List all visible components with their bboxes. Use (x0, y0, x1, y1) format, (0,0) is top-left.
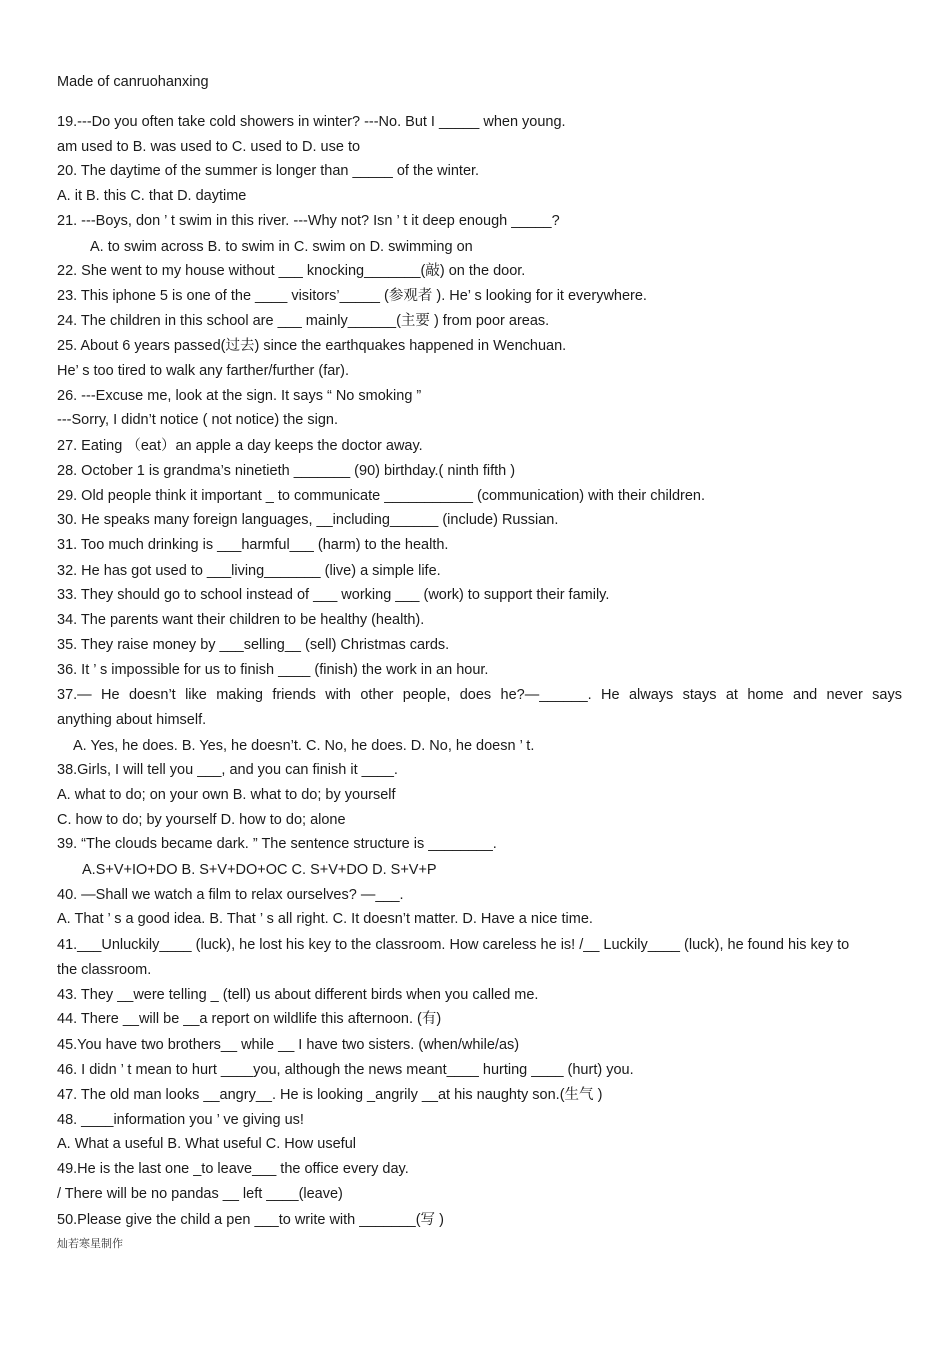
question-40-options: A. That ’ s a good idea. B. That ’ s all right. C. It doesn’t matter. D. Have a nice time. (57, 911, 593, 927)
question-22: 22. She went to my house without ___ knocking_______(敲) on the door. (57, 263, 526, 279)
question-45: 45.You have two brothers__ while __ I have two sisters. (when/while/as) (57, 1037, 520, 1053)
question-48-options: A. What a useful B. What useful C. How useful (57, 1136, 356, 1152)
question-37-continued: anything about himself. (57, 712, 207, 728)
question-50: 50.Please give the child a pen ___to write with _______(写 ) (57, 1212, 444, 1228)
question-19: 19.---Do you often take cold showers in winter? ---No. But I _____ when young. (57, 114, 566, 130)
question-34: 34. The parents want their children to be healthy (health). (57, 612, 425, 628)
question-39-options: A.S+V+IO+DO B. S+V+DO+OC C. S+V+DO D. S+V+P (82, 862, 437, 878)
question-38: 38.Girls, I will tell you ___, and you can finish it ____. (57, 762, 398, 778)
question-26: 26. ---Excuse me, look at the sign. It says “ No smoking ” (57, 388, 422, 404)
question-21-options: A. to swim across B. to swim in C. swim on D. swimming on (90, 239, 473, 255)
question-30: 30. He speaks many foreign languages, __including______ (include) Russian. (57, 512, 559, 528)
question-47: 47. The old man looks __angry__. He is looking _angrily __at his naughty son.(生气 ) (57, 1087, 603, 1103)
question-38-options-ab: A. what to do; on your own B. what to do; by yourself (57, 787, 396, 803)
question-23: 23. This iphone 5 is one of the ____ visitors’_____ (参观者 ). He’ s looking for it everywhere. (57, 288, 647, 304)
question-39: 39. “The clouds became dark. ” The sentence structure is ________. (57, 836, 497, 852)
question-20-options: A. it B. this C. that D. daytime (57, 188, 247, 204)
question-37: 37.— He doesn’t like making friends with other people, does he?—______. He always stays at home and never says (57, 687, 902, 703)
question-33: 33. They should go to school instead of ___ working ___ (work) to support their family. (57, 587, 610, 603)
question-37-options: A. Yes, he does. B. Yes, he doesn’t. C. No, he does. D. No, he doesn ’ t. (73, 738, 535, 754)
question-36: 36. It ’ s impossible for us to finish ____ (finish) the work in an hour. (57, 662, 489, 678)
question-41: 41.___Unluckily____ (luck), he lost his key to the classroom. How careless he is! /__ Luckily____ (luck), he found his key to (57, 937, 850, 953)
question-46: 46. I didn ’ t mean to hurt ____you, although the news meant____ hurting ____ (hurt) you. (57, 1062, 634, 1078)
question-40: 40. —Shall we watch a film to relax ourselves? —___. (57, 887, 404, 903)
question-21: 21. ---Boys, don ’ t swim in this river. ---Why not? Isn ’ t it deep enough _____? (57, 213, 560, 229)
question-28: 28. October 1 is grandma’s ninetieth _______ (90) birthday.( ninth fifth ) (57, 463, 516, 479)
question-32: 32. He has got used to ___living_______ (live) a simple life. (57, 563, 441, 579)
question-26-reply: ---Sorry, I didn’t notice ( not notice) the sign. (57, 412, 338, 428)
question-49: 49.He is the last one _to leave___ the office every day. (57, 1161, 409, 1177)
question-41-continued: the classroom. (57, 962, 152, 978)
question-31: 31. Too much drinking is ___harmful___ (harm) to the health. (57, 537, 449, 553)
question-35: 35. They raise money by ___selling__ (sell) Christmas cards. (57, 637, 450, 653)
question-43: 43. They __were telling _ (tell) us about different birds when you called me. (57, 987, 539, 1003)
question-27: 27. Eating （eat）an apple a day keeps the doctor away. (57, 438, 423, 454)
question-29: 29. Old people think it important _ to communicate ___________ (communication) with their children. (57, 488, 706, 504)
page-header: Made of canruohanxing (57, 74, 209, 90)
question-49-continued: / There will be no pandas __ left ____(leave) (57, 1186, 343, 1202)
question-48: 48. ____information you ’ ve giving us! (57, 1112, 304, 1128)
question-25: 25. About 6 years passed(过去) since the earthquakes happened in Wenchuan. (57, 338, 567, 354)
question-24: 24. The children in this school are ___ mainly______(主要 ) from poor areas. (57, 313, 550, 329)
question-44: 44. There __will be __a report on wildlife this afternoon. (有) (57, 1011, 442, 1027)
question-20: 20. The daytime of the summer is longer than _____ of the winter. (57, 163, 480, 179)
page-footer: 灿若寒星制作 (57, 1237, 123, 1250)
question-38-options-cd: C. how to do; by yourself D. how to do; alone (57, 812, 346, 828)
question-25-continued: He’ s too tired to walk any farther/further (far). (57, 363, 349, 379)
question-19-options: am used to B. was used to C. used to D. use to (57, 139, 361, 155)
